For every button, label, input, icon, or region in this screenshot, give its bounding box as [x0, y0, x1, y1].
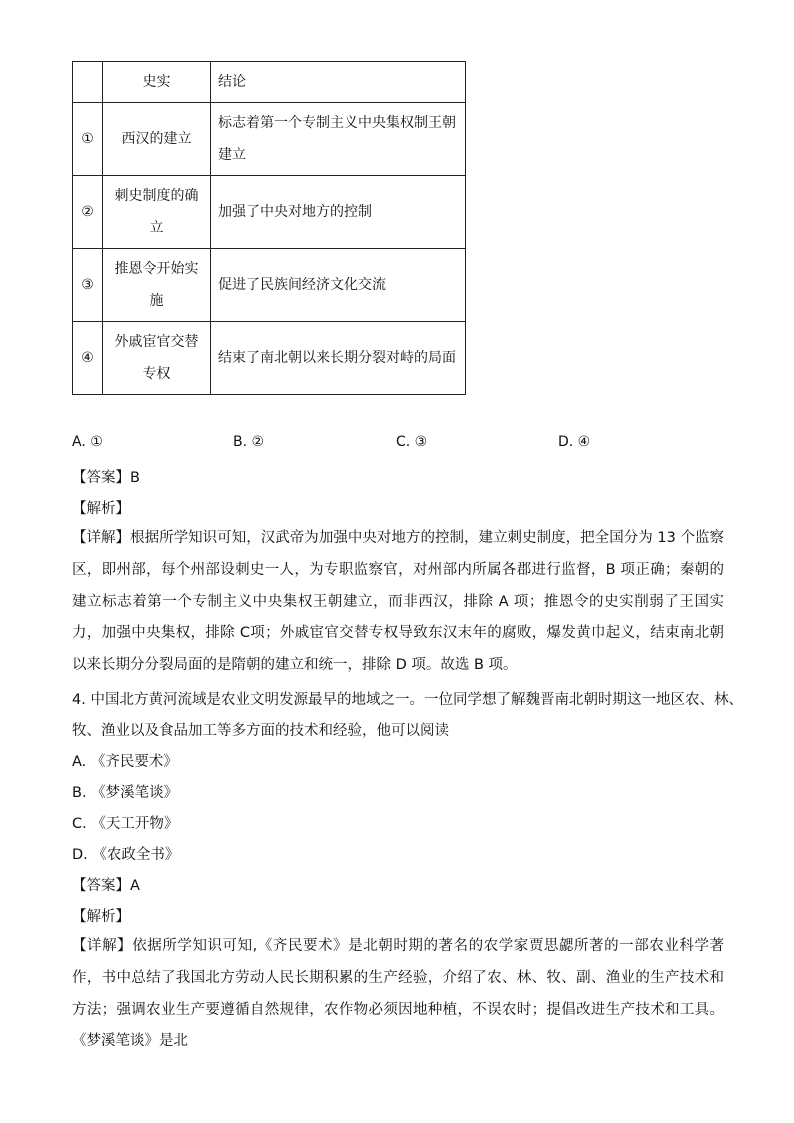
table-header-row — [73, 62, 466, 103]
row-conclusion: 结束了南北朝以来长期分裂对峙的局面 — [211, 322, 466, 395]
row-number: ④ — [73, 322, 103, 395]
q3-option-b: B. ② — [233, 434, 265, 450]
row-number: ② — [73, 176, 103, 249]
q3-analysis-label: 【解析】 — [72, 501, 130, 517]
header-fact: 史实 — [103, 62, 211, 103]
table-row — [73, 322, 466, 395]
q4-option-d: D. 《农政全书》 — [72, 847, 180, 863]
header-conclusion: 结论 — [211, 62, 466, 103]
q3-options — [72, 434, 722, 456]
header-index — [73, 62, 103, 103]
q4-option-a: A. 《齐民要术》 — [72, 754, 178, 770]
q3-option-d: D. ④ — [558, 434, 591, 450]
q4-detail: 【详解】依据所学知识可知,《齐民要术》是北朝时期的著名的农学家贾思勰所著的一部农业科学著作，书中总结了我国北方劳动人民长期积累的生产经验，介绍了农、林、牧、副、渔业的生产技术和方法；强调农业生产要遵循自然规律，农作物必须因地种植，不误农时；提倡改进生产技术和工具。《梦溪笔谈》是北 — [72, 938, 724, 1050]
q4-answer: 【答案】A — [72, 878, 140, 894]
q4-stem-line2: 牧、渔业以及食品加工等多方面的技术和经验，他可以阅读 — [72, 723, 449, 739]
q3-option-a: A. ① — [72, 434, 103, 450]
row-conclusion: 促进了民族间经济文化交流 — [211, 249, 466, 322]
q4-option-c: C. 《天工开物》 — [72, 816, 179, 832]
row-fact: 西汉的建立 — [103, 103, 211, 176]
table-row — [73, 176, 466, 249]
row-conclusion: 加强了中央对地方的控制 — [211, 176, 466, 249]
q4-option-b: B. 《梦溪笔谈》 — [72, 785, 179, 801]
row-number: ① — [73, 103, 103, 176]
facts-table — [72, 61, 466, 395]
q3-detail: 【详解】根据所学知识可知，汉武帝为加强中央对地方的控制，建立刺史制度，把全国分为 13 个监察区，即州部，每个州部设刺史一人，为专职监察官，对州部内所属各郡进行监督，B 项正确；秦朝的建立标志着第一个专制主义中央集权王朝建立，而非西汉，排除 A 项；推恩令的史实削弱了王国实力，加强中央集权，排除 C项；外戚宦官交替专权导致东汉末年的腐败，爆发黄巾起义，结束南北朝以来长期分分裂局面的是隋朝的建立和统一，排除 D 项。故选 B 项。 — [72, 530, 724, 674]
row-fact: 刺史制度的确立 — [103, 176, 211, 249]
table-row — [73, 249, 466, 322]
q4-analysis-label: 【解析】 — [72, 909, 130, 925]
table-row — [73, 103, 466, 176]
row-fact: 推恩令开始实施 — [103, 249, 211, 322]
q4-stem-line1: 4. 中国北方黄河流域是农业文明发源最早的地域之一。一位同学想了解魏晋南北朝时期这一地区农、林、 — [72, 692, 743, 708]
q3-answer: 【答案】B — [72, 470, 140, 486]
row-number: ③ — [73, 249, 103, 322]
row-conclusion: 标志着第一个专制主义中央集权制王朝建立 — [211, 103, 466, 176]
q3-option-c: C. ③ — [396, 434, 428, 450]
row-fact: 外戚宦官交替专权 — [103, 322, 211, 395]
